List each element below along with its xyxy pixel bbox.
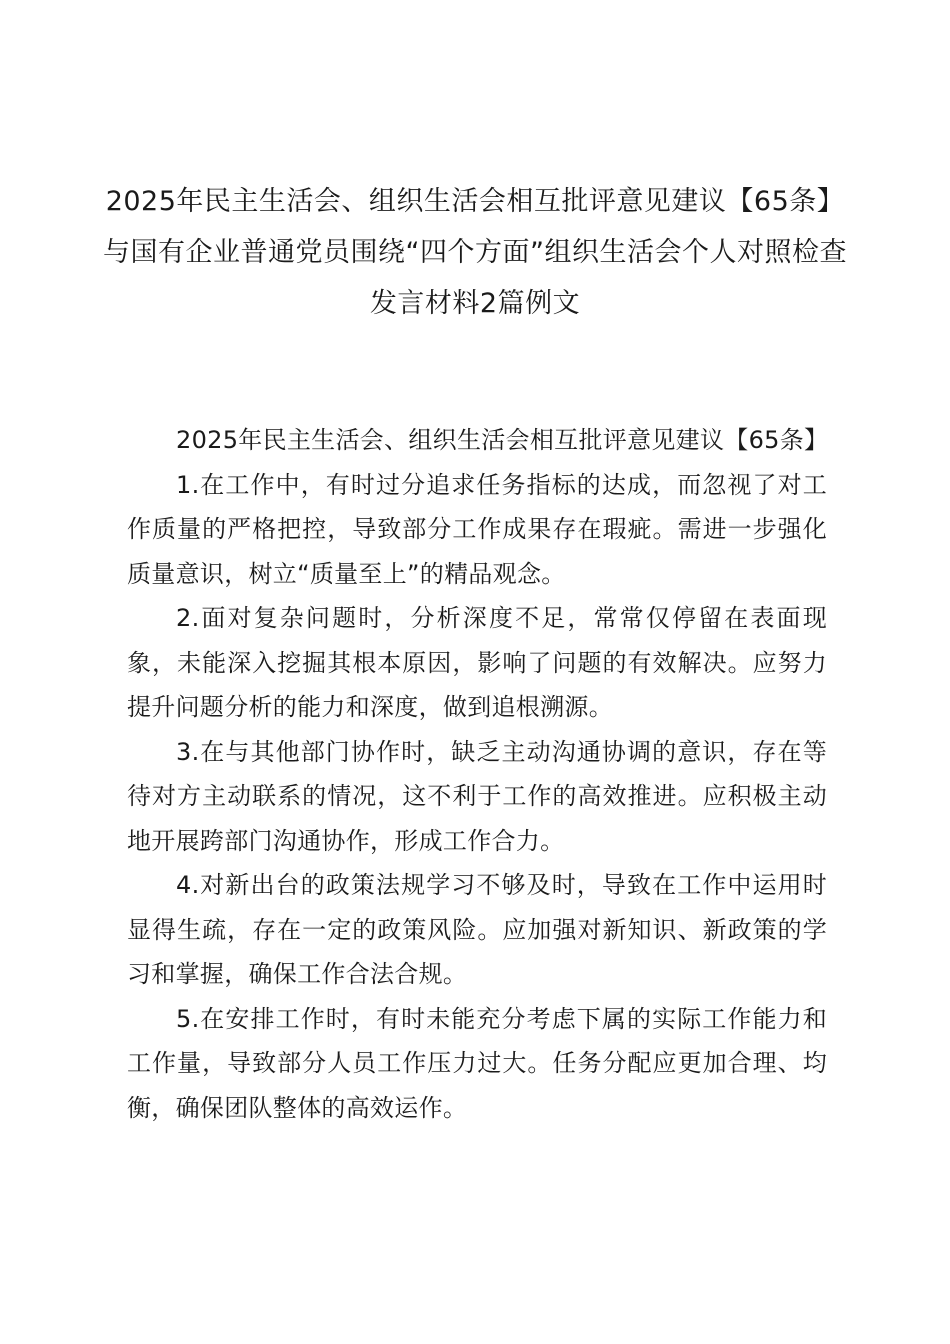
paragraph-5: 5.在安排工作时，有时未能充分考虑下属的实际工作能力和工作量，导致部分人员工作压力过大。任务分配应更加合理、均衡，确保团队整体的高效运作。 xyxy=(127,1004,827,1122)
paragraph-2: 2.面对复杂问题时，分析深度不足，常常仅停留在表面现象，未能深入挖掘其根本原因，影响了问题的有效解决。应努力提升问题分析的能力和深度，做到追根溯源。 xyxy=(127,604,827,721)
document-title: 2025年民主生活会、组织生活会相互批评意见建议【65条】与国有企业普通党员围绕“四个方面”组织生活会个人对照检查发言材料2篇例文 xyxy=(103,186,847,319)
section-heading: 2025年民主生活会、组织生活会相互批评意见建议【65条】 xyxy=(176,426,829,454)
paragraph-3: 3.在与其他部门协作时，缺乏主动沟通协调的意识，存在等待对方主动联系的情况，这不利于工作的高效推进。应积极主动地开展跨部门沟通协作，形成工作合力。 xyxy=(127,737,827,855)
paragraph-4: 4.对新出台的政策法规学习不够及时，导致在工作中运用时显得生疏，存在一定的政策风险。应加强对新知识、新政策的学习和掌握，确保工作合法合规。 xyxy=(127,871,827,988)
document-body xyxy=(127,418,827,1130)
paragraph-1: 1.在工作中，有时过分追求任务指标的达成，而忽视了对工作质量的严格把控，导致部分工作成果存在瑕疵。需进一步强化质量意识，树立“质量至上”的精品观念。 xyxy=(127,470,827,588)
